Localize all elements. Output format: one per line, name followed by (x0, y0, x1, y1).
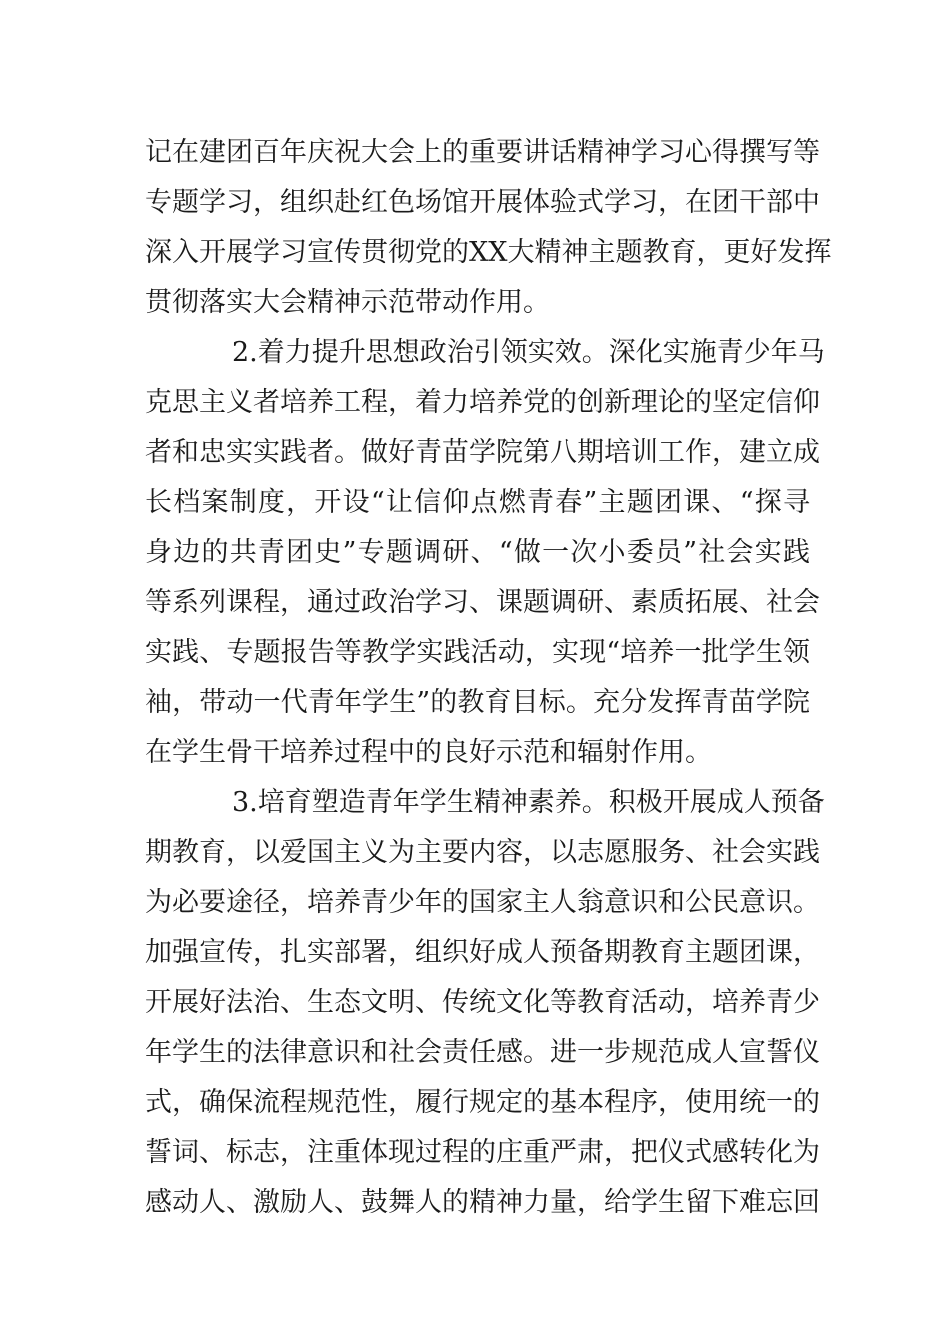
text-line: 等系列课程，通过政治学习、课题调研、素质拓展、社会 (145, 587, 820, 618)
document-body (145, 128, 832, 1228)
text-line: 袖，带动一代青年学生”的教育目标。充分发挥青苗学院 (145, 687, 810, 718)
text-line: 在学生骨干培养过程中的良好示范和辐射作用。 (145, 737, 712, 768)
text-line: 3.培育塑造青年学生精神素养。积极开展成人预备 (232, 787, 825, 818)
paragraph-1 (145, 128, 832, 328)
text-line: 贯彻落实大会精神示范带动作用。 (145, 287, 550, 318)
text-line: 者和忠实实践者。做好青苗学院第八期培训工作，建立成 (145, 437, 820, 468)
text-line: 为必要途径，培养青少年的国家主人翁意识和公民意识。 (145, 887, 820, 918)
text-line: 誓词、标志，注重体现过程的庄重严肃，把仪式感转化为 (145, 1137, 820, 1168)
text-line: 开展好法治、生态文明、传统文化等教育活动，培养青少 (145, 987, 820, 1018)
text-line: 式，确保流程规范性，履行规定的基本程序，使用统一的 (145, 1087, 820, 1118)
paragraph-3 (145, 778, 825, 1228)
text-line: 身边的共青团史”专题调研、“做一次小委员”社会实践 (145, 537, 810, 568)
text-line: 专题学习，组织赴红色场馆开展体验式学习，在团干部中 (145, 187, 820, 218)
text-line: 克思主义者培养工程，着力培养党的创新理论的坚定信仰 (145, 387, 820, 418)
text-line: 期教育，以爱国主义为主要内容，以志愿服务、社会实践 (145, 837, 820, 868)
text-line: 深入开展学习宣传贯彻党的XX大精神主题教育，更好发挥 (145, 237, 832, 268)
text-line: 感动人、激励人、鼓舞人的精神力量，给学生留下难忘回 (145, 1187, 820, 1218)
paragraph-2 (145, 328, 825, 778)
text-line: 年学生的法律意识和社会责任感。进一步规范成人宣誓仪 (145, 1037, 820, 1068)
text-line: 2.着力提升思想政治引领实效。深化实施青少年马 (232, 337, 825, 368)
text-line: 实践、专题报告等教学实践活动，实现“培养一批学生领 (145, 637, 810, 668)
text-line: 加强宣传，扎实部署，组织好成人预备期教育主题团课， (145, 937, 820, 968)
text-line: 记在建团百年庆祝大会上的重要讲话精神学习心得撰写等 (145, 137, 820, 168)
text-line: 长档案制度，开设“让信仰点燃青春”主题团课、“探寻 (145, 487, 810, 518)
